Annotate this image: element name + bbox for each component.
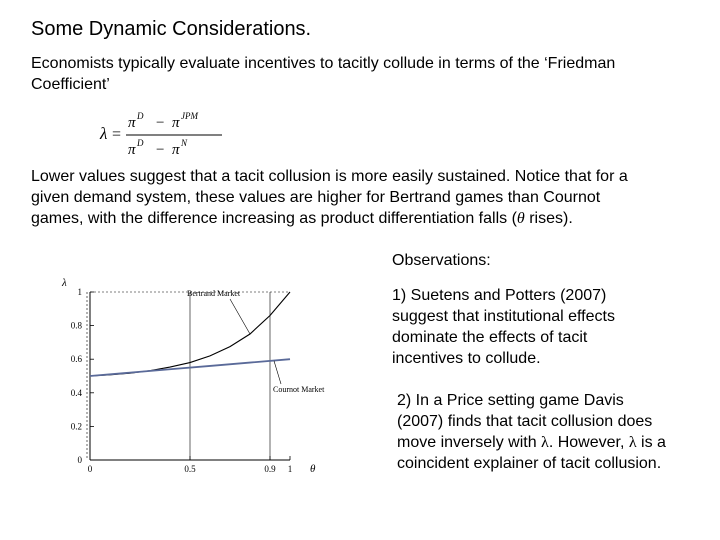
observation-2-text-b: . However, [548, 434, 629, 451]
y-tick-label-4: 0.8 [70, 320, 82, 331]
series-label-bertrand: Bertrand Market [187, 289, 241, 298]
x-axis-label: θ [310, 463, 316, 475]
y-tick-label-2: 0.4 [70, 387, 82, 398]
x-tick-label-3: 1 [287, 464, 293, 474]
series-leader-cournot [274, 361, 281, 384]
y-tick-label-5: 1 [77, 287, 82, 297]
friedman-coefficient-chart [52, 272, 347, 490]
lambda-symbol: λ [541, 434, 549, 451]
y-tick-label-3: 0.6 [70, 354, 82, 365]
x-tick-label-1: 0.5 [184, 464, 196, 474]
formula-den-right-sup: N [181, 138, 188, 148]
x-tick-label-0: 0 [87, 464, 93, 474]
series-leader-bertrand [230, 299, 250, 334]
series-label-cournot: Cournot Market [273, 385, 325, 394]
friedman-formula [98, 106, 238, 162]
slide-title: Some Dynamic Considerations. [31, 18, 312, 40]
formula-num-minus: − [156, 115, 165, 131]
formula-num-left-sup: D [137, 111, 144, 121]
formula-lambda: λ [100, 124, 108, 143]
observation-2-text-c: is a coincident explainer of tacit collusion. [397, 434, 666, 472]
y-tick-label-0: 0 [77, 455, 82, 465]
formula-equals: = [112, 126, 122, 143]
y-tick-label-1: 0.2 [70, 421, 82, 432]
x-tick-label-2: 0.9 [264, 464, 276, 474]
observations-heading: Observations: [392, 252, 491, 269]
explanation-paragraph [31, 166, 631, 229]
observation-2-text-a: 2) In a Price setting game Davis (2007) finds that tacit collusion does move inversely with [397, 392, 653, 451]
theta-symbol: θ [516, 210, 525, 227]
formula-num-right: π [172, 115, 180, 131]
y-axis-label: λ [62, 277, 67, 289]
explanation-end: rises). [524, 210, 573, 227]
observation-1: 1) Suetens and Potters (2007) suggest that institutional effects dominate the effects of tacit incentives to collude. [392, 287, 615, 367]
lambda-symbol-2: λ [628, 434, 637, 451]
explanation-text: Lower values suggest that a tacit collusion is more easily sustained. Notice that for a given demand system, these values are higher for Bertrand games than Cournot games, with the difference increasing as product differentiation falls ( [31, 168, 628, 227]
formula-den-minus: − [156, 142, 165, 158]
formula-num-left: π [128, 115, 136, 131]
formula-den-right: π [172, 142, 180, 158]
observation-2 [397, 390, 667, 474]
formula-den-left-sup: D [137, 138, 144, 148]
formula-den-left: π [128, 142, 136, 158]
intro-paragraph: Economists typically evaluate incentives to tacitly collude in terms of the ‘Friedman Coefficient’ [31, 55, 616, 93]
formula-num-right-sup: JPM [181, 111, 198, 121]
